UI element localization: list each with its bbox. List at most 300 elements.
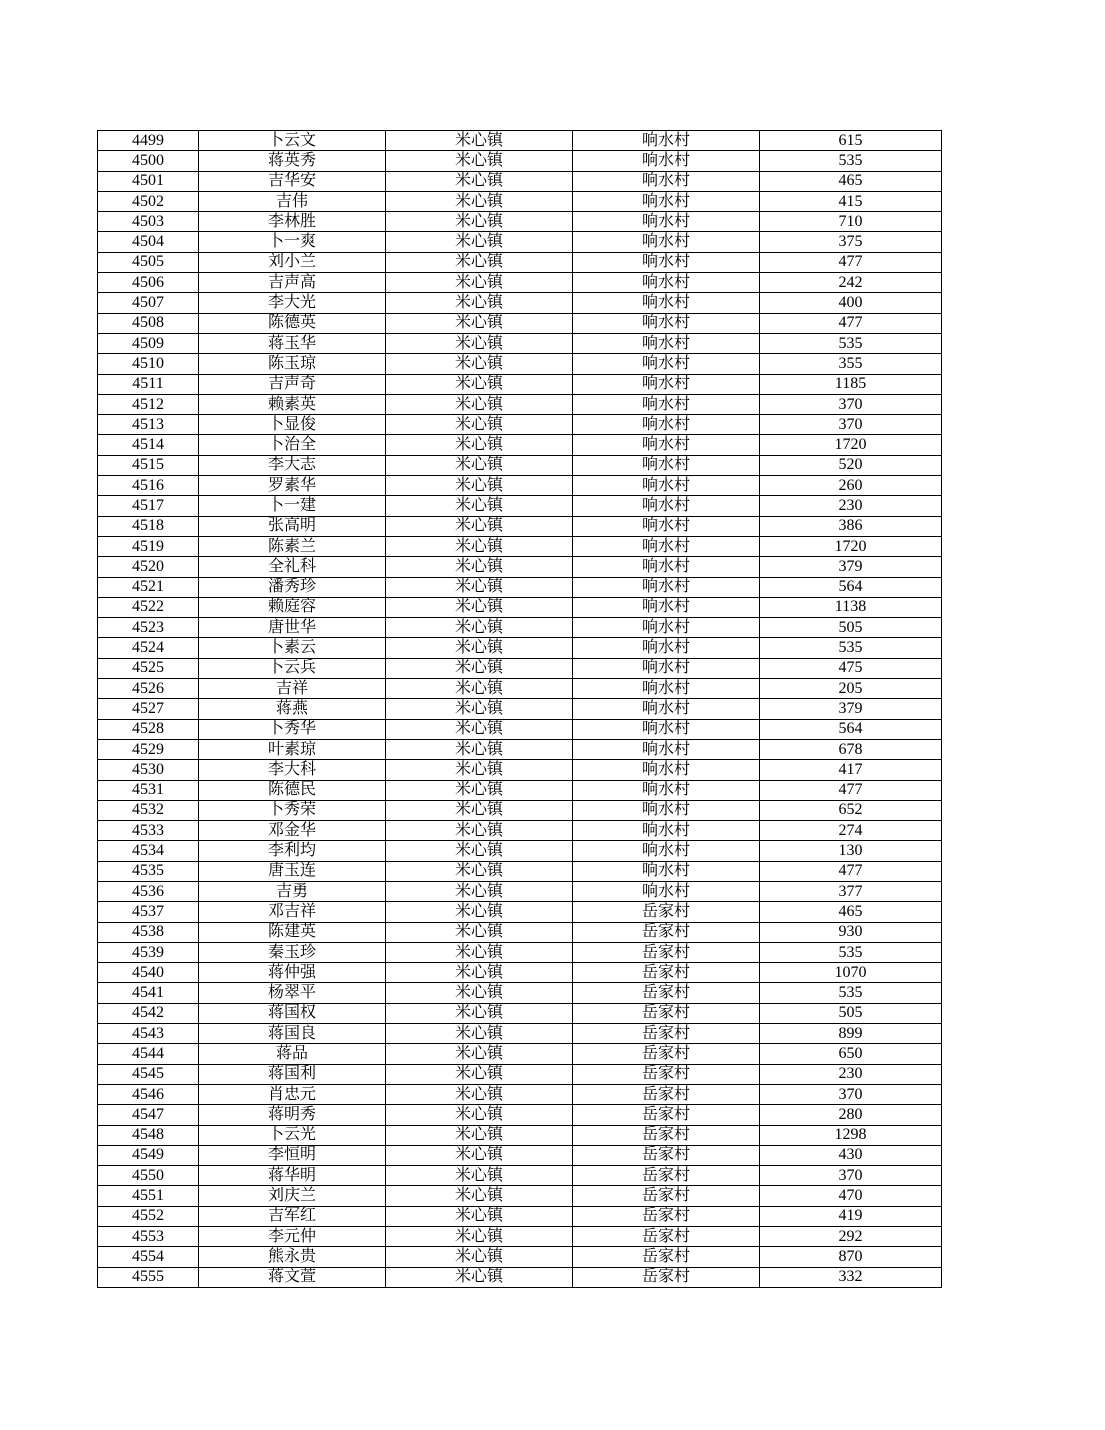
id-cell: 4515 (98, 455, 199, 475)
table-row (98, 516, 942, 536)
id-cell: 4548 (98, 1125, 199, 1145)
id-cell: 4528 (98, 719, 199, 739)
name-cell: 李利均 (199, 841, 386, 861)
name-cell: 卜秀荣 (199, 800, 386, 820)
table-row (98, 394, 942, 414)
amount-cell: 678 (760, 739, 942, 759)
name-cell: 全礼科 (199, 557, 386, 577)
amount-cell: 475 (760, 658, 942, 678)
name-cell: 赖素英 (199, 394, 386, 414)
amount-cell: 520 (760, 455, 942, 475)
name-cell: 吉声奇 (199, 374, 386, 394)
amount-cell: 535 (760, 151, 942, 171)
table-row (98, 333, 942, 353)
amount-cell: 564 (760, 577, 942, 597)
table-row (98, 658, 942, 678)
name-cell: 卜云光 (199, 1125, 386, 1145)
amount-cell: 470 (760, 1186, 942, 1206)
amount-cell: 230 (760, 1064, 942, 1084)
village-cell: 响水村 (573, 151, 760, 171)
amount-cell: 400 (760, 293, 942, 313)
town-cell: 米心镇 (386, 313, 573, 333)
village-cell: 岳家村 (573, 1267, 760, 1287)
amount-cell: 377 (760, 881, 942, 901)
amount-cell: 242 (760, 273, 942, 293)
name-cell: 蒋国利 (199, 1064, 386, 1084)
name-cell: 蒋玉华 (199, 333, 386, 353)
town-cell: 米心镇 (386, 902, 573, 922)
id-cell: 4531 (98, 780, 199, 800)
amount-cell: 370 (760, 415, 942, 435)
id-cell: 4506 (98, 273, 199, 293)
table-row (98, 293, 942, 313)
village-cell: 响水村 (573, 780, 760, 800)
name-cell: 陈德英 (199, 313, 386, 333)
town-cell: 米心镇 (386, 536, 573, 556)
town-cell: 米心镇 (386, 1105, 573, 1125)
id-cell: 4532 (98, 800, 199, 820)
table-row (98, 374, 942, 394)
village-cell: 响水村 (573, 333, 760, 353)
village-cell: 响水村 (573, 577, 760, 597)
table-row (98, 1227, 942, 1247)
town-cell: 米心镇 (386, 455, 573, 475)
amount-cell: 930 (760, 922, 942, 942)
id-cell: 4518 (98, 516, 199, 536)
town-cell: 米心镇 (386, 942, 573, 962)
table-row (98, 983, 942, 1003)
table-row (98, 496, 942, 516)
table-row (98, 313, 942, 333)
table-row (98, 618, 942, 638)
id-cell: 4503 (98, 212, 199, 232)
town-cell: 米心镇 (386, 333, 573, 353)
name-cell: 陈德民 (199, 780, 386, 800)
table-row (98, 597, 942, 617)
village-cell: 岳家村 (573, 1064, 760, 1084)
name-cell: 邓吉祥 (199, 902, 386, 922)
name-cell: 张高明 (199, 516, 386, 536)
amount-cell: 370 (760, 1084, 942, 1104)
amount-cell: 535 (760, 638, 942, 658)
name-cell: 陈玉琼 (199, 354, 386, 374)
name-cell: 唐玉连 (199, 861, 386, 881)
amount-cell: 477 (760, 861, 942, 881)
name-cell: 蒋华明 (199, 1166, 386, 1186)
name-cell: 卜一爽 (199, 232, 386, 252)
town-cell: 米心镇 (386, 861, 573, 881)
town-cell: 米心镇 (386, 1084, 573, 1104)
id-cell: 4544 (98, 1044, 199, 1064)
amount-cell: 415 (760, 191, 942, 211)
village-cell: 岳家村 (573, 902, 760, 922)
id-cell: 4539 (98, 942, 199, 962)
amount-cell: 505 (760, 618, 942, 638)
table-row (98, 1166, 942, 1186)
name-cell: 叶素琼 (199, 739, 386, 759)
amount-cell: 477 (760, 780, 942, 800)
town-cell: 米心镇 (386, 841, 573, 861)
id-cell: 4555 (98, 1267, 199, 1287)
village-cell: 响水村 (573, 354, 760, 374)
table-row (98, 191, 942, 211)
id-cell: 4551 (98, 1186, 199, 1206)
amount-cell: 230 (760, 496, 942, 516)
table-row (98, 354, 942, 374)
id-cell: 4511 (98, 374, 199, 394)
amount-cell: 379 (760, 699, 942, 719)
name-cell: 潘秀珍 (199, 577, 386, 597)
village-cell: 响水村 (573, 273, 760, 293)
amount-cell: 280 (760, 1105, 942, 1125)
id-cell: 4521 (98, 577, 199, 597)
id-cell: 4522 (98, 597, 199, 617)
amount-cell: 417 (760, 760, 942, 780)
village-cell: 响水村 (573, 536, 760, 556)
table-row (98, 719, 942, 739)
village-cell: 响水村 (573, 455, 760, 475)
village-cell: 岳家村 (573, 1125, 760, 1145)
table-row (98, 1206, 942, 1226)
village-cell: 响水村 (573, 374, 760, 394)
town-cell: 米心镇 (386, 658, 573, 678)
name-cell: 邓金华 (199, 821, 386, 841)
table-row (98, 1267, 942, 1287)
records-table-body (98, 131, 942, 1288)
amount-cell: 615 (760, 131, 942, 151)
amount-cell: 899 (760, 1024, 942, 1044)
village-cell: 岳家村 (573, 1247, 760, 1267)
amount-cell: 465 (760, 902, 942, 922)
id-cell: 4554 (98, 1247, 199, 1267)
village-cell: 响水村 (573, 415, 760, 435)
amount-cell: 535 (760, 333, 942, 353)
town-cell: 米心镇 (386, 739, 573, 759)
town-cell: 米心镇 (386, 1064, 573, 1084)
table-row (98, 699, 942, 719)
id-cell: 4546 (98, 1084, 199, 1104)
table-row (98, 841, 942, 861)
town-cell: 米心镇 (386, 983, 573, 1003)
name-cell: 卜秀华 (199, 719, 386, 739)
id-cell: 4507 (98, 293, 199, 313)
id-cell: 4501 (98, 171, 199, 191)
id-cell: 4533 (98, 821, 199, 841)
village-cell: 响水村 (573, 496, 760, 516)
village-cell: 岳家村 (573, 1206, 760, 1226)
town-cell: 米心镇 (386, 252, 573, 272)
amount-cell: 870 (760, 1247, 942, 1267)
town-cell: 米心镇 (386, 1024, 573, 1044)
amount-cell: 292 (760, 1227, 942, 1247)
id-cell: 4508 (98, 313, 199, 333)
id-cell: 4504 (98, 232, 199, 252)
town-cell: 米心镇 (386, 374, 573, 394)
town-cell: 米心镇 (386, 212, 573, 232)
village-cell: 岳家村 (573, 1227, 760, 1247)
town-cell: 米心镇 (386, 1044, 573, 1064)
town-cell: 米心镇 (386, 516, 573, 536)
village-cell: 响水村 (573, 658, 760, 678)
id-cell: 4527 (98, 699, 199, 719)
id-cell: 4509 (98, 333, 199, 353)
amount-cell: 355 (760, 354, 942, 374)
name-cell: 卜显俊 (199, 415, 386, 435)
town-cell: 米心镇 (386, 232, 573, 252)
name-cell: 蒋仲强 (199, 963, 386, 983)
table-row (98, 638, 942, 658)
town-cell: 米心镇 (386, 760, 573, 780)
name-cell: 陈素兰 (199, 536, 386, 556)
table-row (98, 171, 942, 191)
town-cell: 米心镇 (386, 557, 573, 577)
village-cell: 岳家村 (573, 922, 760, 942)
name-cell: 吉军红 (199, 1206, 386, 1226)
village-cell: 岳家村 (573, 963, 760, 983)
id-cell: 4512 (98, 394, 199, 414)
town-cell: 米心镇 (386, 963, 573, 983)
table-row (98, 1064, 942, 1084)
village-cell: 响水村 (573, 760, 760, 780)
town-cell: 米心镇 (386, 1186, 573, 1206)
name-cell: 蒋国权 (199, 1003, 386, 1023)
table-row (98, 760, 942, 780)
table-row (98, 536, 942, 556)
town-cell: 米心镇 (386, 618, 573, 638)
town-cell: 米心镇 (386, 922, 573, 942)
village-cell: 响水村 (573, 191, 760, 211)
id-cell: 4552 (98, 1206, 199, 1226)
town-cell: 米心镇 (386, 496, 573, 516)
village-cell: 响水村 (573, 597, 760, 617)
town-cell: 米心镇 (386, 780, 573, 800)
name-cell: 蒋国良 (199, 1024, 386, 1044)
village-cell: 响水村 (573, 171, 760, 191)
name-cell: 卜云文 (199, 131, 386, 151)
amount-cell: 205 (760, 679, 942, 699)
amount-cell: 386 (760, 516, 942, 536)
name-cell: 蒋英秀 (199, 151, 386, 171)
amount-cell: 650 (760, 1044, 942, 1064)
id-cell: 4542 (98, 1003, 199, 1023)
name-cell: 赖庭容 (199, 597, 386, 617)
amount-cell: 379 (760, 557, 942, 577)
town-cell: 米心镇 (386, 577, 573, 597)
id-cell: 4547 (98, 1105, 199, 1125)
id-cell: 4523 (98, 618, 199, 638)
amount-cell: 477 (760, 252, 942, 272)
table-row (98, 1105, 942, 1125)
town-cell: 米心镇 (386, 719, 573, 739)
name-cell: 卜云兵 (199, 658, 386, 678)
name-cell: 卜一建 (199, 496, 386, 516)
town-cell: 米心镇 (386, 638, 573, 658)
id-cell: 4543 (98, 1024, 199, 1044)
name-cell: 刘小兰 (199, 252, 386, 272)
village-cell: 响水村 (573, 699, 760, 719)
village-cell: 响水村 (573, 821, 760, 841)
village-cell: 响水村 (573, 881, 760, 901)
table-row (98, 1125, 942, 1145)
town-cell: 米心镇 (386, 1125, 573, 1145)
village-cell: 响水村 (573, 719, 760, 739)
village-cell: 岳家村 (573, 1024, 760, 1044)
table-row (98, 1186, 942, 1206)
amount-cell: 465 (760, 171, 942, 191)
table-row (98, 902, 942, 922)
town-cell: 米心镇 (386, 699, 573, 719)
town-cell: 米心镇 (386, 131, 573, 151)
village-cell: 响水村 (573, 435, 760, 455)
amount-cell: 1720 (760, 536, 942, 556)
village-cell: 响水村 (573, 861, 760, 881)
table-row (98, 942, 942, 962)
table-row (98, 151, 942, 171)
amount-cell: 130 (760, 841, 942, 861)
amount-cell: 1138 (760, 597, 942, 617)
name-cell: 卜素云 (199, 638, 386, 658)
table-row (98, 455, 942, 475)
village-cell: 岳家村 (573, 942, 760, 962)
name-cell: 李恒明 (199, 1145, 386, 1165)
id-cell: 4500 (98, 151, 199, 171)
id-cell: 4514 (98, 435, 199, 455)
table-row (98, 1003, 942, 1023)
table-row (98, 232, 942, 252)
amount-cell: 370 (760, 394, 942, 414)
amount-cell: 535 (760, 983, 942, 1003)
name-cell: 李大科 (199, 760, 386, 780)
id-cell: 4502 (98, 191, 199, 211)
town-cell: 米心镇 (386, 1206, 573, 1226)
table-row (98, 679, 942, 699)
id-cell: 4529 (98, 739, 199, 759)
town-cell: 米心镇 (386, 821, 573, 841)
amount-cell: 430 (760, 1145, 942, 1165)
name-cell: 卜治全 (199, 435, 386, 455)
village-cell: 响水村 (573, 516, 760, 536)
amount-cell: 370 (760, 1166, 942, 1186)
id-cell: 4519 (98, 536, 199, 556)
amount-cell: 535 (760, 942, 942, 962)
name-cell: 蒋燕 (199, 699, 386, 719)
table-row (98, 1247, 942, 1267)
village-cell: 响水村 (573, 394, 760, 414)
amount-cell: 375 (760, 232, 942, 252)
id-cell: 4505 (98, 252, 199, 272)
amount-cell: 332 (760, 1267, 942, 1287)
table-row (98, 252, 942, 272)
table-row (98, 821, 942, 841)
table-row (98, 780, 942, 800)
village-cell: 响水村 (573, 313, 760, 333)
name-cell: 陈建英 (199, 922, 386, 942)
village-cell: 响水村 (573, 557, 760, 577)
town-cell: 米心镇 (386, 679, 573, 699)
table-row (98, 1024, 942, 1044)
id-cell: 4499 (98, 131, 199, 151)
id-cell: 4541 (98, 983, 199, 1003)
town-cell: 米心镇 (386, 171, 573, 191)
name-cell: 蒋文萱 (199, 1267, 386, 1287)
town-cell: 米心镇 (386, 273, 573, 293)
amount-cell: 564 (760, 719, 942, 739)
town-cell: 米心镇 (386, 1247, 573, 1267)
name-cell: 熊永贵 (199, 1247, 386, 1267)
amount-cell: 1298 (760, 1125, 942, 1145)
table-row (98, 435, 942, 455)
town-cell: 米心镇 (386, 191, 573, 211)
name-cell: 杨翠平 (199, 983, 386, 1003)
id-cell: 4510 (98, 354, 199, 374)
id-cell: 4549 (98, 1145, 199, 1165)
table-row (98, 881, 942, 901)
village-cell: 响水村 (573, 212, 760, 232)
table-row (98, 273, 942, 293)
name-cell: 吉声高 (199, 273, 386, 293)
village-cell: 响水村 (573, 131, 760, 151)
amount-cell: 1070 (760, 963, 942, 983)
town-cell: 米心镇 (386, 354, 573, 374)
amount-cell: 652 (760, 800, 942, 820)
name-cell: 李大志 (199, 455, 386, 475)
amount-cell: 260 (760, 476, 942, 496)
id-cell: 4540 (98, 963, 199, 983)
village-cell: 响水村 (573, 618, 760, 638)
name-cell: 吉勇 (199, 881, 386, 901)
name-cell: 唐世华 (199, 618, 386, 638)
amount-cell: 274 (760, 821, 942, 841)
village-cell: 岳家村 (573, 1145, 760, 1165)
table-row (98, 963, 942, 983)
village-cell: 岳家村 (573, 983, 760, 1003)
table-row (98, 800, 942, 820)
amount-cell: 1720 (760, 435, 942, 455)
id-cell: 4526 (98, 679, 199, 699)
id-cell: 4525 (98, 658, 199, 678)
name-cell: 秦玉珍 (199, 942, 386, 962)
town-cell: 米心镇 (386, 476, 573, 496)
id-cell: 4516 (98, 476, 199, 496)
table-row (98, 1084, 942, 1104)
village-cell: 响水村 (573, 841, 760, 861)
village-cell: 岳家村 (573, 1166, 760, 1186)
table-row (98, 861, 942, 881)
table-row (98, 1044, 942, 1064)
table-row (98, 415, 942, 435)
town-cell: 米心镇 (386, 293, 573, 313)
name-cell: 吉伟 (199, 191, 386, 211)
town-cell: 米心镇 (386, 800, 573, 820)
village-cell: 响水村 (573, 679, 760, 699)
village-cell: 响水村 (573, 739, 760, 759)
table-row (98, 476, 942, 496)
id-cell: 4537 (98, 902, 199, 922)
amount-cell: 419 (760, 1206, 942, 1226)
town-cell: 米心镇 (386, 394, 573, 414)
town-cell: 米心镇 (386, 1166, 573, 1186)
id-cell: 4534 (98, 841, 199, 861)
id-cell: 4553 (98, 1227, 199, 1247)
name-cell: 李元仲 (199, 1227, 386, 1247)
table-row (98, 739, 942, 759)
town-cell: 米心镇 (386, 435, 573, 455)
table-row (98, 212, 942, 232)
town-cell: 米心镇 (386, 1145, 573, 1165)
table-row (98, 557, 942, 577)
village-cell: 响水村 (573, 232, 760, 252)
table-row (98, 1145, 942, 1165)
